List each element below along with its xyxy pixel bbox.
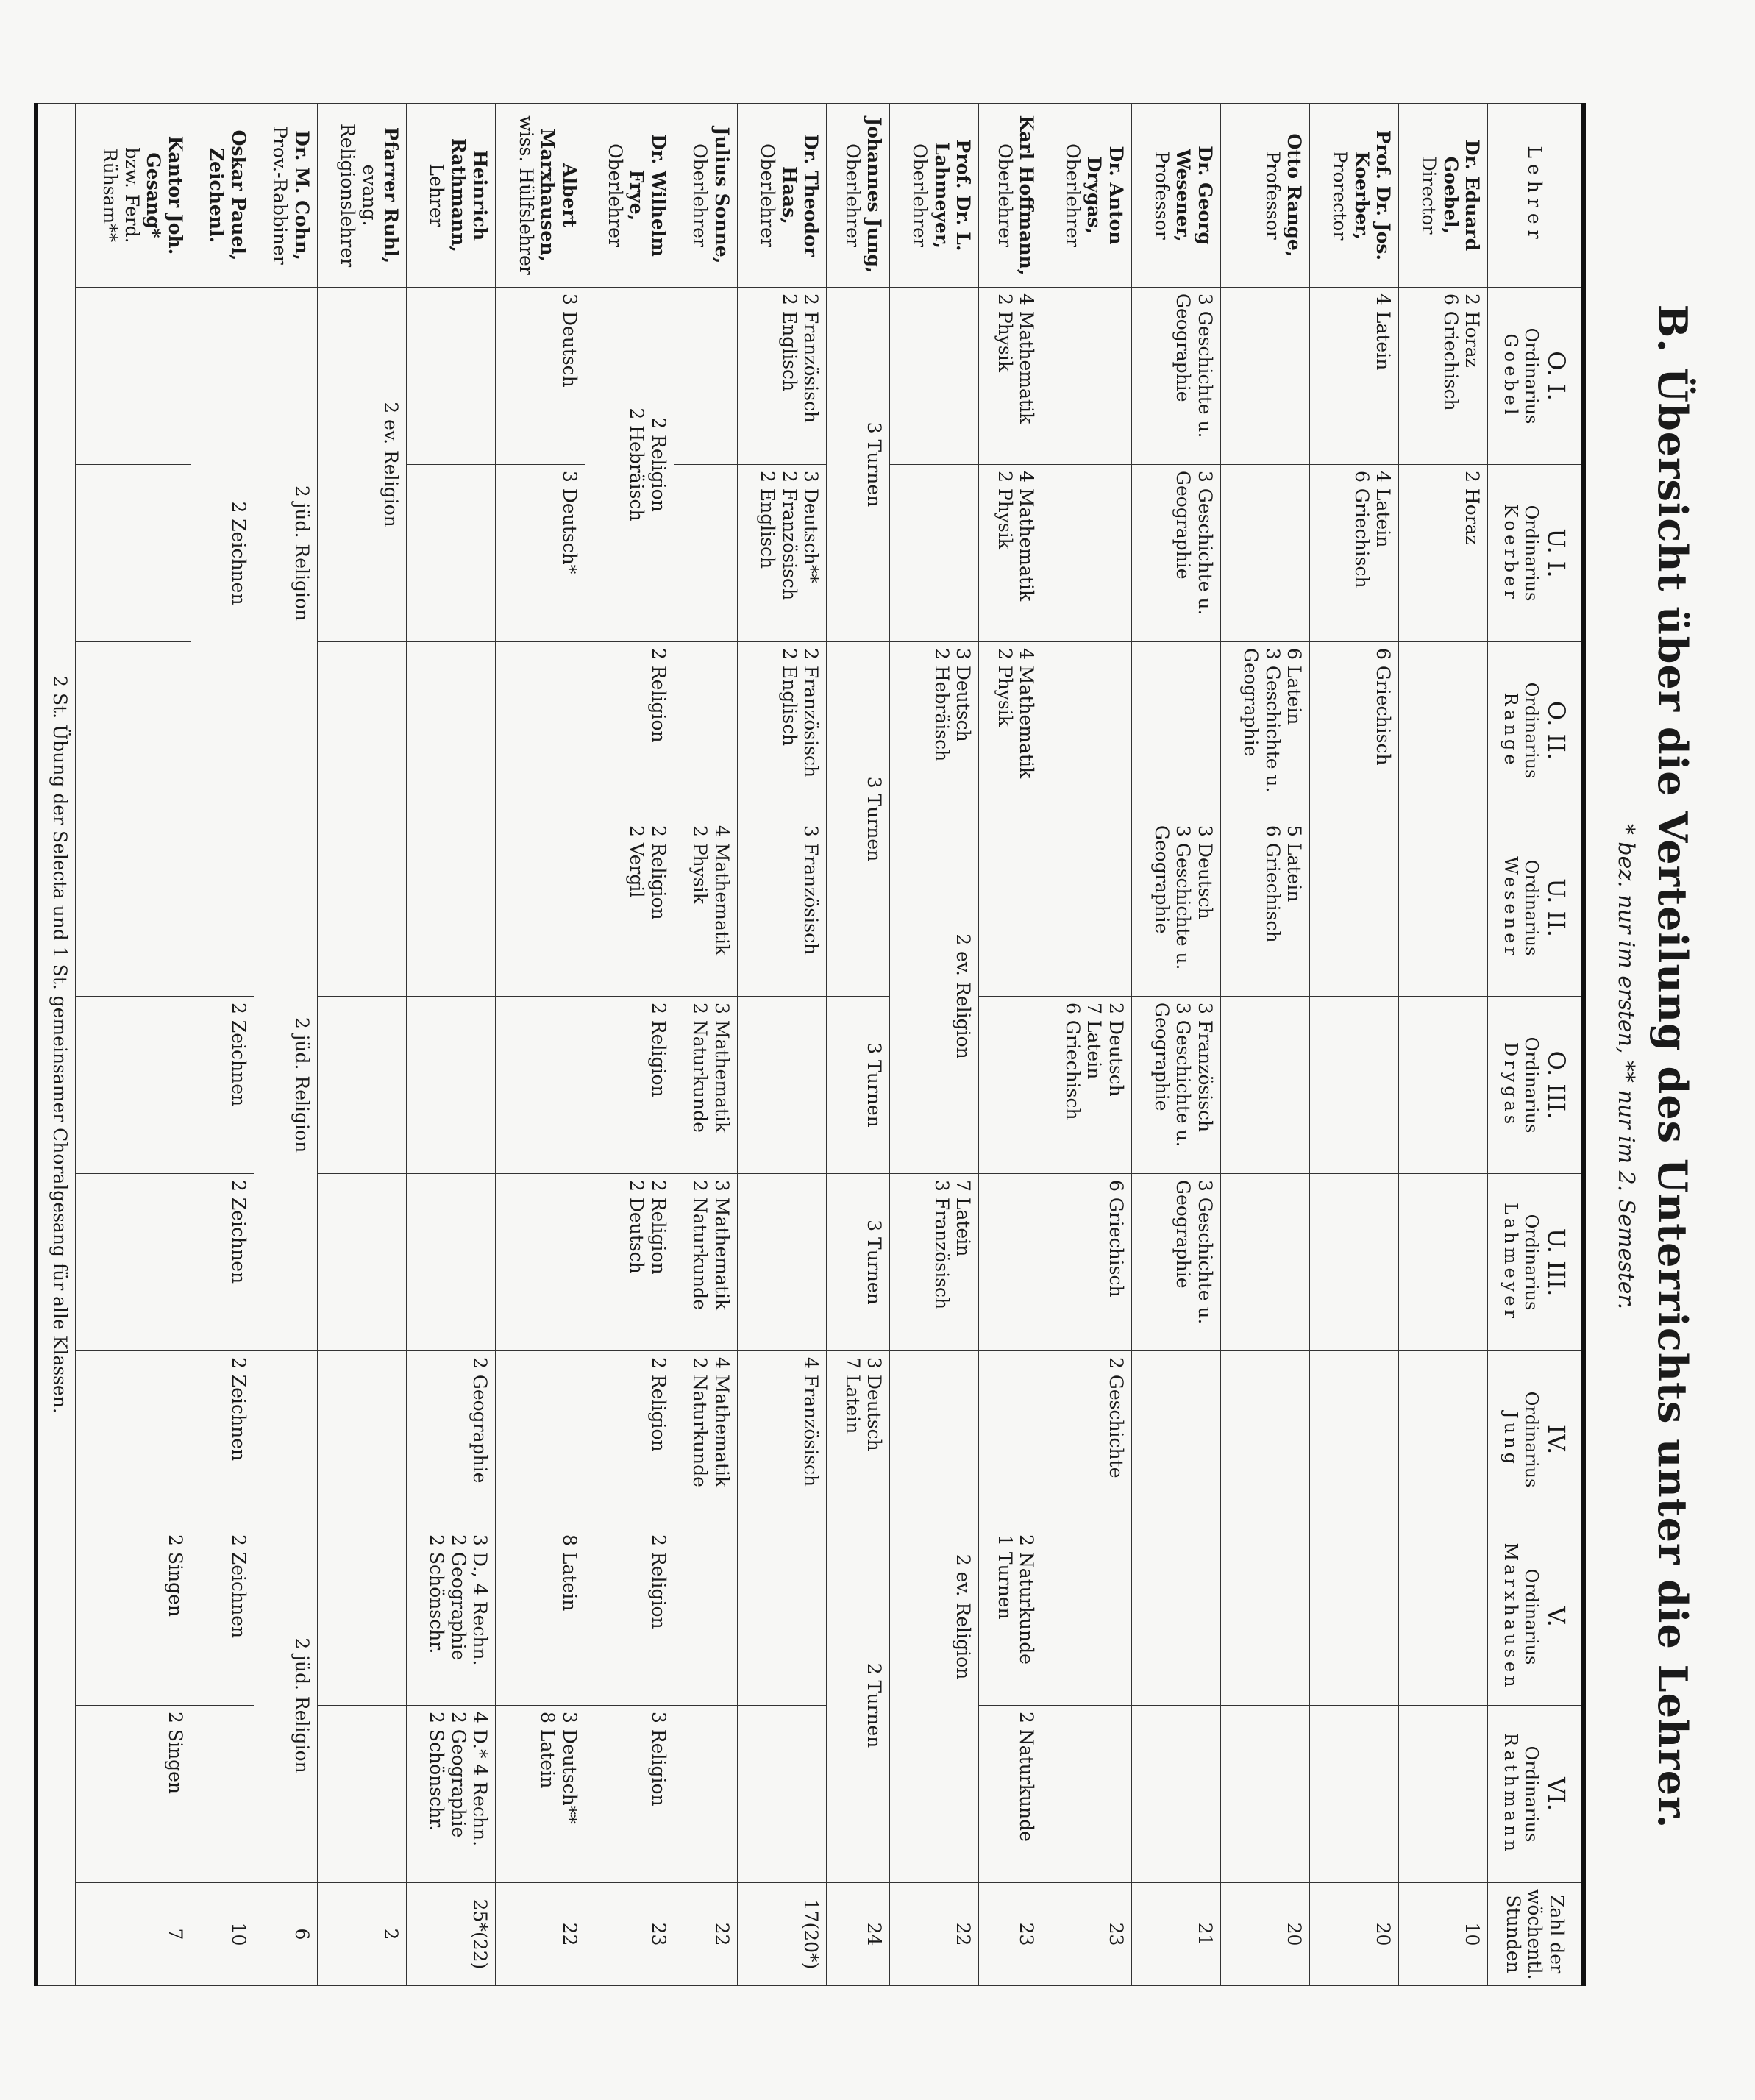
empty-cell (1220, 1528, 1309, 1706)
header-class-oii (1488, 642, 1584, 819)
lesson-cell: 3 Turnen (827, 288, 890, 642)
empty-cell (496, 819, 585, 997)
teacher-name: Oskar Pauel, Zeichenl. (206, 129, 249, 261)
empty-cell (317, 1174, 406, 1351)
ordinarius-label: Ordinarius (1521, 1391, 1542, 1488)
table-row (979, 104, 1042, 1986)
empty-cell (979, 819, 1042, 997)
empty-cell (1131, 642, 1220, 819)
lesson-cell: 3 Mathematik 2 Naturkunde (674, 997, 737, 1174)
total-hours: 24 (827, 1883, 890, 1986)
empty-cell (674, 1706, 737, 1883)
empty-cell (1310, 1706, 1399, 1883)
empty-cell (737, 1174, 826, 1351)
lesson-cell: 7 Latein 3 Französisch (890, 1174, 979, 1351)
lesson-cell: 4 Mathematik 2 Physik (979, 465, 1042, 642)
lesson-cell: 3 Turnen (827, 997, 890, 1174)
empty-cell (1042, 1706, 1131, 1883)
teacher-cell (496, 104, 585, 288)
table-row (585, 104, 674, 1986)
teacher-cell (1220, 104, 1309, 288)
lesson-cell: 2 Religion (585, 642, 674, 819)
teacher-role: wiss. Hülfslehrer (515, 115, 537, 275)
empty-cell (1131, 1351, 1220, 1528)
empty-cell (407, 642, 496, 819)
ordinarius-label: Ordinarius (1521, 1214, 1542, 1311)
empty-cell (890, 288, 979, 465)
page-subtitle: * bez. nur im ersten, ** nur im 2. Semester. (1613, 823, 1639, 1310)
teacher-name: Dr. Anton Drygas, (1083, 146, 1127, 245)
lesson-cell: 4 D.* 4 Rechn. 2 Geographie 2 Schönschr. (407, 1706, 496, 1883)
teacher-role: Oberlehrer (604, 143, 626, 247)
teacher-cell (191, 104, 254, 288)
lesson-cell: 2 Singen (76, 1528, 191, 1706)
footer-note: 2 St. Übung der Selecta und 1 St. gemeinsamer Choralgesang für alle Klassen. (36, 104, 76, 1986)
lesson-cell: 3 Französisch 3 Geschichte u. Geographie (1131, 997, 1220, 1174)
ordinarius-name: Jung (1500, 1412, 1521, 1467)
teacher-role: Director (1418, 156, 1440, 235)
empty-cell (317, 1706, 406, 1883)
empty-cell (737, 1528, 826, 1706)
header-class-v (1488, 1528, 1584, 1706)
total-hours: 17(20*) (737, 1883, 826, 1986)
table-row (1399, 104, 1488, 1986)
ordinarius-label: Ordinarius (1521, 327, 1542, 424)
lesson-cell: 3 Geschichte u. Geographie (1131, 465, 1220, 642)
teacher-name: Karl Hoffmann, (1016, 115, 1038, 276)
lesson-cell: 3 Deutsch 7 Latein (827, 1351, 890, 1528)
empty-cell (1131, 1706, 1220, 1883)
lesson-cell: 3 Deutsch** 8 Latein (496, 1706, 585, 1883)
teacher-cell (76, 104, 191, 288)
header-class-uii (1488, 819, 1584, 997)
ordinarius-name: Range (1500, 692, 1521, 769)
total-hours: 22 (890, 1883, 979, 1986)
teacher-cell (254, 104, 317, 288)
ordinarius-name: Lahmeyer (1500, 1203, 1521, 1322)
teacher-name: Dr. Eduard Goebel, (1440, 139, 1484, 252)
empty-cell (1220, 1351, 1309, 1528)
empty-cell (1399, 819, 1488, 997)
lesson-cell: 6 Griechisch (1042, 1174, 1131, 1351)
lesson-cell: 3 Geschichte u. Geographie (1131, 1174, 1220, 1351)
ordinarius-label: Ordinarius (1521, 1036, 1542, 1133)
page-title: B. Übersicht über die Verteilung des Unterrichts unter die Lehrer. (1649, 304, 1696, 1829)
teacher-name: Johannes Jung, (864, 117, 886, 274)
header-class-oiii (1488, 997, 1584, 1174)
empty-cell (674, 465, 737, 642)
ordinarius-label: Ordinarius (1521, 682, 1542, 779)
lesson-cell: 3 Turnen (827, 642, 890, 997)
lesson-cell: 3 Französisch (737, 819, 826, 997)
lesson-cell: 3 Turnen (827, 1174, 890, 1351)
lesson-cell: 2 ev. Religion (890, 1351, 979, 1883)
header-class-vi (1488, 1706, 1584, 1883)
teacher-role: Oberlehrer (909, 143, 931, 247)
total-hours: 21 (1131, 1883, 1220, 1986)
empty-cell (76, 288, 191, 465)
empty-cell (76, 642, 191, 819)
empty-cell (1042, 642, 1131, 819)
table-row (827, 104, 890, 1986)
lesson-cell: 3 Religion (585, 1706, 674, 1883)
lesson-cell: 2 Zeichnen (191, 1174, 254, 1351)
teacher-cell (317, 104, 406, 288)
total-hours: 2 (317, 1883, 406, 1986)
empty-cell (76, 1351, 191, 1528)
lesson-cell: 2 Deutsch 7 Latein 6 Griechisch (1042, 997, 1131, 1174)
teacher-name: Dr. Theodor Haas, (778, 134, 822, 257)
lesson-cell: 2 Religion 2 Deutsch (585, 1174, 674, 1351)
empty-cell (317, 642, 406, 819)
empty-cell (407, 1174, 496, 1351)
empty-cell (674, 288, 737, 465)
teacher-role: bzw. Ferd. Rühsam** (99, 147, 143, 243)
ordinarius-name: Rathmann (1500, 1732, 1521, 1855)
lesson-cell: 4 Mathematik 2 Naturkunde (674, 1351, 737, 1528)
teacher-cell (890, 104, 979, 288)
lesson-cell: 4 Mathematik 2 Physik (979, 642, 1042, 819)
lesson-cell: 2 Französisch 2 Englisch (737, 642, 826, 819)
class-label: V. (1542, 1606, 1570, 1627)
class-label: O. III. (1542, 1050, 1570, 1120)
lesson-cell: 3 Geschichte u. Geographie (1131, 288, 1220, 465)
class-label: U. I. (1542, 528, 1570, 578)
teacher-cell (674, 104, 737, 288)
ordinarius-label: Ordinarius (1521, 1568, 1542, 1665)
empty-cell (979, 1351, 1042, 1528)
header-class-ui (1488, 465, 1584, 642)
lesson-cell: 4 Latein (1310, 288, 1399, 465)
lesson-cell: 4 Mathematik 2 Physik (979, 288, 1042, 465)
teacher-cell (585, 104, 674, 288)
table-row (1131, 104, 1220, 1986)
ordinarius-name: Koerber (1500, 504, 1521, 602)
empty-cell (317, 1351, 406, 1528)
empty-cell (1220, 997, 1309, 1174)
lesson-cell: 2 ev. Religion (317, 288, 406, 642)
lesson-cell: 2 Zeichnen (191, 288, 254, 819)
class-label: IV. (1542, 1424, 1570, 1455)
ordinarius-name: Wesener (1500, 856, 1521, 959)
lesson-cell: 4 Französisch (737, 1351, 826, 1528)
teacher-name: Otto Range, (1284, 133, 1306, 257)
class-label: O. II. (1542, 700, 1570, 761)
ordinarius-label: Ordinarius (1521, 505, 1542, 602)
empty-cell (317, 1528, 406, 1706)
table-row (1042, 104, 1131, 1986)
lesson-cell: 4 Mathematik 2 Physik (674, 819, 737, 997)
table-row (496, 104, 585, 1986)
empty-cell (1042, 819, 1131, 997)
empty-cell (737, 997, 826, 1174)
empty-cell (979, 997, 1042, 1174)
empty-cell (496, 642, 585, 819)
teacher-name: Prof. Dr. Jos. Koerber, (1350, 129, 1395, 261)
empty-cell (191, 1706, 254, 1883)
empty-cell (1399, 642, 1488, 819)
table-row (191, 104, 254, 1986)
lesson-cell: 2 Religion (585, 1528, 674, 1706)
lesson-cell: 2 Naturkunde (979, 1706, 1042, 1883)
empty-cell (1310, 819, 1399, 997)
table-row (254, 104, 317, 1986)
empty-cell (76, 1174, 191, 1351)
lesson-cell: 2 Zeichnen (191, 1528, 254, 1706)
lesson-cell: 3 Deutsch* (496, 465, 585, 642)
total-hours: 10 (1399, 1883, 1488, 1986)
empty-cell (496, 1351, 585, 1528)
teacher-role: Oberlehrer (841, 143, 864, 247)
empty-cell (407, 997, 496, 1174)
table-row (76, 104, 191, 1986)
empty-cell (1310, 1528, 1399, 1706)
teacher-cell (1131, 104, 1220, 288)
table-row (1220, 104, 1309, 1986)
empty-cell (1399, 1174, 1488, 1351)
empty-cell (407, 288, 496, 465)
lesson-cell: 2 Singen (76, 1706, 191, 1883)
lesson-cell: 6 Griechisch (1310, 642, 1399, 819)
lesson-cell: 2 ev. Religion (890, 819, 979, 1174)
total-hours: 23 (1042, 1883, 1131, 1986)
total-hours: 7 (76, 1883, 191, 1986)
teacher-name: Pfarrer Ruhl, (380, 127, 402, 264)
teacher-role: evang. Religionslehrer (337, 123, 380, 268)
lesson-cell: 3 Deutsch** 2 Französisch 2 Englisch (737, 465, 826, 642)
total-hours: 20 (1220, 1883, 1309, 1986)
lesson-cell: 2 Zeichnen (191, 997, 254, 1174)
table-row (890, 104, 979, 1986)
empty-cell (1220, 1174, 1309, 1351)
total-hours: 22 (674, 1883, 737, 1986)
header-total-hours: Zahl der wöchentl. Stunden (1488, 1883, 1584, 1986)
empty-cell (496, 997, 585, 1174)
teacher-cell (979, 104, 1042, 288)
empty-cell (1131, 1528, 1220, 1706)
teacher-role: Lehrer (426, 163, 448, 227)
lesson-cell: 3 D., 4 Rechn. 2 Geographie 2 Schönschr. (407, 1528, 496, 1706)
lesson-cell: 4 Latein 6 Griechisch (1310, 465, 1399, 642)
empty-cell (1310, 997, 1399, 1174)
ordinarius-label: Ordinarius (1521, 1745, 1542, 1843)
total-hours: 23 (979, 1883, 1042, 1986)
lesson-cell: 5 Latein 6 Griechisch (1220, 819, 1309, 997)
total-hours: 25*(22) (407, 1883, 496, 1986)
teacher-cell (737, 104, 826, 288)
teacher-role: Professor (1150, 151, 1172, 240)
table-row (674, 104, 737, 1986)
teacher-name: Dr. Wilhelm Frye, (626, 134, 669, 257)
teacher-cell (1042, 104, 1131, 288)
total-hours: 10 (191, 1883, 254, 1986)
ordinarius-name: Marxhausen (1500, 1542, 1521, 1691)
ordinarius-label: Ordinarius (1521, 859, 1542, 956)
lesson-cell: 2 jüd. Religion (254, 819, 317, 1351)
lesson-cell: 6 Latein 3 Geschichte u. Geographie (1220, 642, 1309, 819)
lesson-cell: 8 Latein (496, 1528, 585, 1706)
empty-cell (674, 642, 737, 819)
footer-row (36, 104, 76, 1986)
table-row (407, 104, 496, 1986)
teacher-role: Prorector (1329, 150, 1351, 241)
lesson-cell: 2 Turnen (827, 1528, 890, 1883)
empty-cell (496, 1174, 585, 1351)
teacher-name: Albert Marxhausen, (537, 128, 580, 263)
empty-cell (1399, 1706, 1488, 1883)
empty-cell (407, 465, 496, 642)
lesson-cell: 2 Geschichte (1042, 1351, 1131, 1528)
empty-cell (1042, 465, 1131, 642)
empty-cell (890, 465, 979, 642)
lesson-cell: 2 Geographie (407, 1351, 496, 1528)
empty-cell (76, 997, 191, 1174)
lesson-cell: 2 Horaz 6 Griechisch (1399, 288, 1488, 465)
empty-cell (1399, 1528, 1488, 1706)
total-hours: 20 (1310, 1883, 1399, 1986)
lesson-cell: 2 Naturkunde 1 Turnen (979, 1528, 1042, 1706)
total-hours: 22 (496, 1883, 585, 1986)
teacher-role: Professor (1261, 151, 1284, 240)
empty-cell (1220, 1706, 1309, 1883)
teaching-distribution-table (34, 103, 1586, 1986)
teacher-role: Oberlehrer (689, 143, 711, 247)
class-label: U. III. (1542, 1228, 1570, 1297)
ordinarius-name: Drygas (1500, 1042, 1521, 1128)
empty-cell (76, 465, 191, 642)
header-class-uiii (1488, 1174, 1584, 1351)
lesson-cell: 3 Mathematik 2 Naturkunde (674, 1174, 737, 1351)
empty-cell (1310, 1174, 1399, 1351)
class-label: O. I. (1542, 351, 1570, 401)
empty-cell (979, 1174, 1042, 1351)
teacher-name: Heinrich Rathmann, (447, 138, 491, 252)
table-row (317, 104, 406, 1986)
header-row (1488, 104, 1584, 1986)
lesson-cell: 2 Französisch 2 Englisch (737, 288, 826, 465)
lesson-cell: 2 Zeichnen (191, 1351, 254, 1528)
teacher-cell (407, 104, 496, 288)
empty-cell (1042, 1528, 1131, 1706)
header-teacher: Lehrer (1488, 104, 1584, 288)
lesson-cell: 2 Religion 2 Vergil (585, 819, 674, 997)
teacher-name: Julius Sonne, (711, 127, 733, 264)
teacher-name: Dr. M. Cohn, (291, 130, 313, 260)
empty-cell (737, 1706, 826, 1883)
lesson-cell: 3 Deutsch 3 Geschichte u. Geographie (1131, 819, 1220, 997)
lesson-cell: 2 jüd. Religion (254, 1528, 317, 1883)
teacher-name: Kantor Joh. Gesang* (143, 135, 186, 255)
empty-cell (1399, 997, 1488, 1174)
class-label: U. II. (1542, 878, 1570, 937)
empty-cell (317, 997, 406, 1174)
table-row (1310, 104, 1399, 1986)
lesson-cell: 3 Deutsch (496, 288, 585, 465)
empty-cell (1310, 1351, 1399, 1528)
empty-cell (1042, 288, 1131, 465)
teacher-cell (1310, 104, 1399, 288)
teacher-role: Prov.-Rabbiner (269, 126, 291, 265)
teacher-name: Dr. Georg Wesener, (1172, 146, 1216, 245)
teacher-cell (827, 104, 890, 288)
teacher-role: Oberlehrer (1061, 143, 1083, 247)
lesson-cell: 2 jüd. Religion (254, 288, 317, 819)
empty-cell (317, 819, 406, 997)
empty-cell (191, 819, 254, 997)
teacher-role: Oberlehrer (757, 143, 779, 247)
teacher-cell (1399, 104, 1488, 288)
header-class-oi (1488, 288, 1584, 465)
lesson-cell: 2 Religion (585, 1351, 674, 1528)
header-class-iv (1488, 1351, 1584, 1528)
teacher-name: Prof. Dr. L. Lahmeyer, (930, 139, 975, 252)
empty-cell (1220, 465, 1309, 642)
empty-cell (1399, 1351, 1488, 1528)
class-label: VI. (1542, 1777, 1570, 1811)
teacher-role: Oberlehrer (994, 143, 1016, 247)
total-hours: 6 (254, 1883, 317, 1986)
empty-cell (254, 1351, 317, 1528)
ordinarius-name: Goebel (1500, 333, 1521, 419)
lesson-cell: 3 Deutsch 2 Hebräisch (890, 642, 979, 819)
lesson-cell: 2 Horaz (1399, 465, 1488, 642)
empty-cell (76, 819, 191, 997)
empty-cell (1220, 288, 1309, 465)
lesson-cell: 2 Religion 2 Hebräisch (585, 288, 674, 642)
lesson-cell: 2 Religion (585, 997, 674, 1174)
empty-cell (674, 1528, 737, 1706)
total-hours: 23 (585, 1883, 674, 1986)
table-row (737, 104, 826, 1986)
empty-cell (407, 819, 496, 997)
